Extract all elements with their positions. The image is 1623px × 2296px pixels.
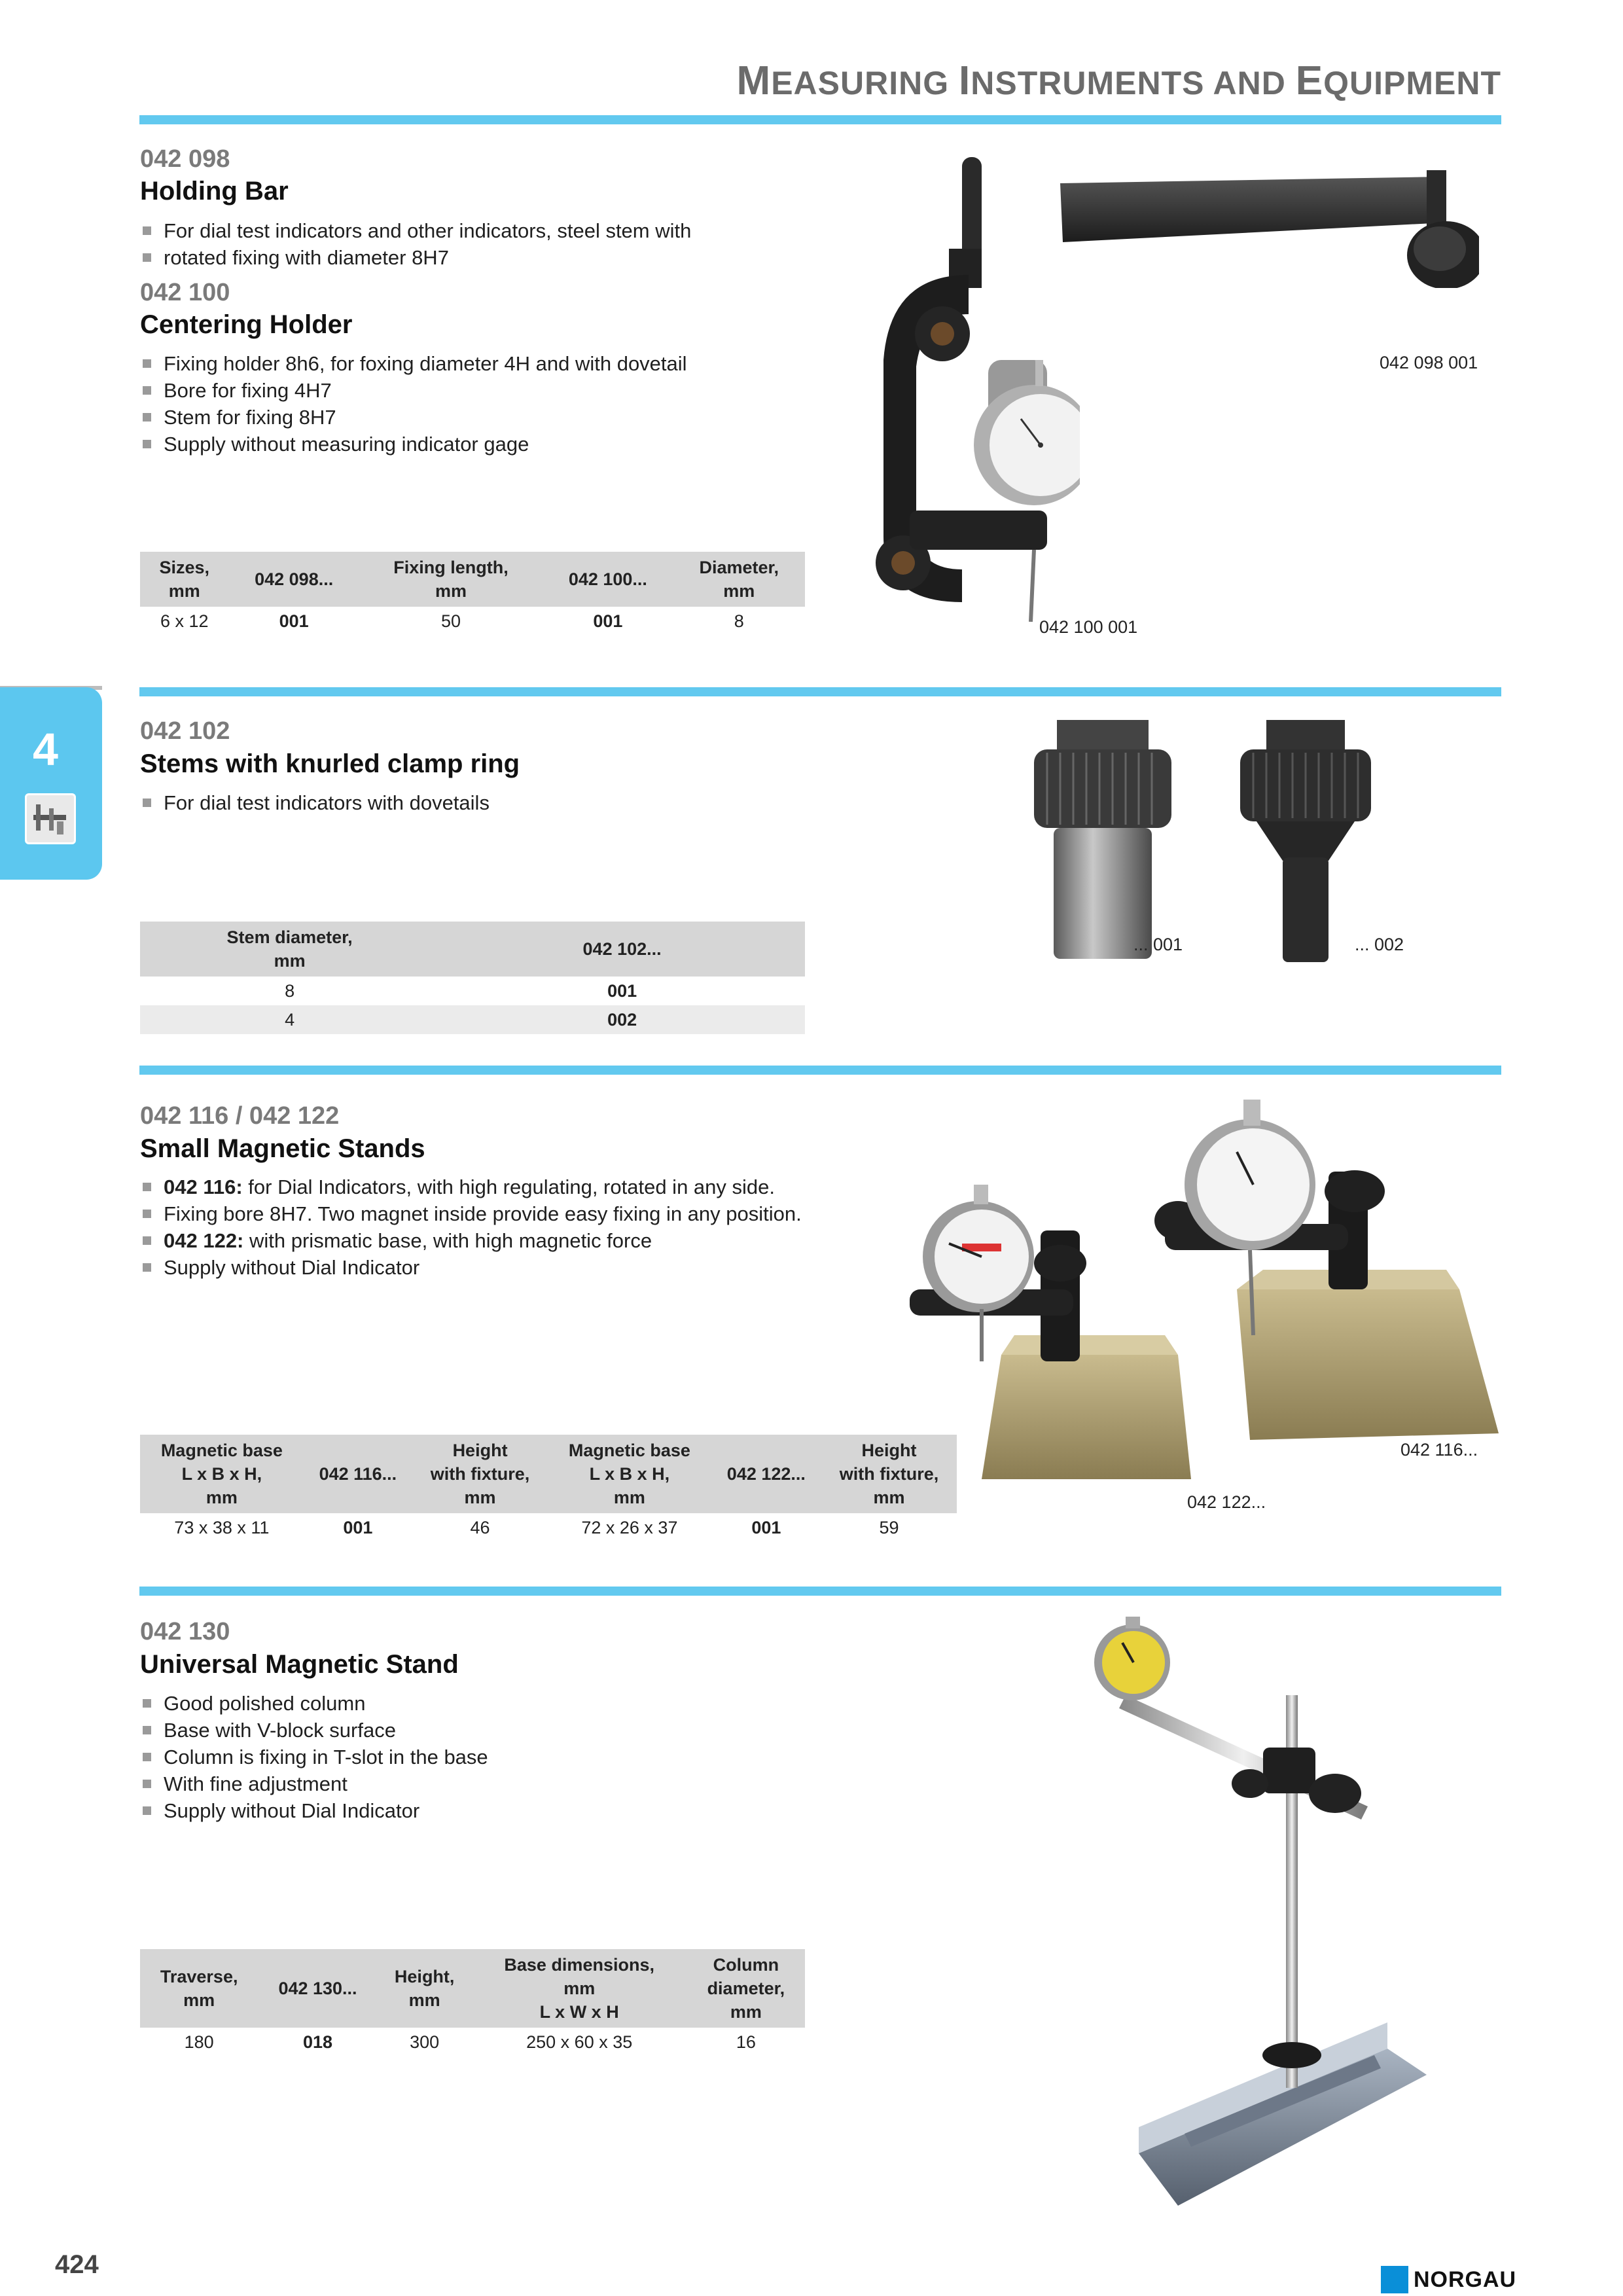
stem-002-image xyxy=(1230,720,1387,969)
table-header: Height with fixture, mm xyxy=(412,1435,548,1513)
image-caption: 042 098 001 xyxy=(1380,353,1478,372)
table-cell: 50 xyxy=(440,611,461,631)
table-header: Fixing length, mm xyxy=(359,552,543,607)
spec-table-stems xyxy=(140,922,805,1034)
feature-item: Good polished column xyxy=(140,1690,488,1717)
page-number: 424 xyxy=(55,2250,99,2279)
table-header: 042 102... xyxy=(439,922,805,977)
stem-001-image xyxy=(1021,720,1191,969)
table-cell: 001 xyxy=(593,611,623,631)
universal-magnetic-stand-image xyxy=(1086,1617,1453,2219)
feature-item: Bore for fixing 4H7 xyxy=(140,377,687,404)
feature-list-universal-magnetic-stand xyxy=(140,1690,488,1824)
feature-item: 042 122: with prismatic base, with high magnetic force xyxy=(140,1227,802,1254)
table-header: Magnetic base L x B x H, mm xyxy=(548,1435,711,1513)
brand-logo-text: NORGAU xyxy=(1414,2267,1517,2292)
table-header: Traverse, mm xyxy=(140,1949,258,2028)
table-header: Height with fixture, mm xyxy=(821,1435,957,1513)
brand-logo-mark xyxy=(1381,2266,1408,2293)
feature-item: Base with V-block surface xyxy=(140,1717,488,1744)
centering-holder-image xyxy=(844,144,1080,628)
table-cell: 001 xyxy=(279,611,309,631)
feature-item: Supply without measuring indicator gage xyxy=(140,431,687,457)
table-header: 042 098... xyxy=(229,552,359,607)
product-code-centering-holder: 042 100 xyxy=(140,279,230,306)
table-header: 042 130... xyxy=(258,1949,377,2028)
section-divider xyxy=(139,1587,1501,1596)
feature-list-centering-holder xyxy=(140,350,687,457)
table-row xyxy=(140,1005,805,1034)
table-cell: 8 xyxy=(734,611,744,631)
product-title-small-magnetic-stands: Small Magnetic Stands xyxy=(140,1134,425,1163)
feature-item: Stem for fixing 8H7 xyxy=(140,404,687,431)
table-cell: 001 xyxy=(607,980,637,1001)
table-header: 042 116... xyxy=(304,1435,412,1513)
spec-table-universal-magnetic-stand xyxy=(140,1949,805,2056)
image-caption: ... 002 xyxy=(1355,935,1404,954)
feature-item: Supply without Dial Indicator xyxy=(140,1797,488,1824)
holding-bar-image xyxy=(1047,157,1479,288)
table-cell: 8 xyxy=(285,980,295,1001)
image-caption: 042 122... xyxy=(1187,1492,1266,1512)
table-cell: 16 xyxy=(736,2032,756,2052)
product-code-stems: 042 102 xyxy=(140,717,230,745)
section-divider xyxy=(139,687,1501,696)
table-cell: 018 xyxy=(302,2032,333,2052)
product-code-small-magnetic-stands: 042 116 / 042 122 xyxy=(140,1102,340,1130)
table-header: Magnetic base L x B x H, mm xyxy=(140,1435,304,1513)
small-magnetic-stands-image xyxy=(870,1073,1505,1479)
table-header: Stem diameter, mm xyxy=(140,922,439,977)
table-cell: 72 x 26 x 37 xyxy=(581,1517,678,1537)
image-caption: 042 116... xyxy=(1400,1440,1478,1460)
spec-table-holding-bar xyxy=(140,552,805,636)
product-title-stems: Stems with knurled clamp ring xyxy=(140,749,520,778)
feature-item-continued: rotated fixing with diameter 8H7 xyxy=(140,244,691,271)
table-row xyxy=(140,1513,957,1542)
feature-item: Column is fixing in T-slot in the base xyxy=(140,1744,488,1770)
table-cell: 250 x 60 x 35 xyxy=(526,2032,633,2052)
feature-item-continued: Fixing bore 8H7. Two magnet inside provide easy fixing in any position. xyxy=(140,1200,802,1227)
chapter-number: 4 xyxy=(33,724,58,775)
caliper-icon xyxy=(25,793,76,844)
image-caption: 042 100 001 xyxy=(1039,617,1138,637)
table-cell: 46 xyxy=(470,1517,490,1537)
product-title-centering-holder: Centering Holder xyxy=(140,310,353,339)
product-code-universal-magnetic-stand: 042 130 xyxy=(140,1618,230,1645)
feature-item: For dial test indicators and other indicators, steel stem with xyxy=(140,217,691,244)
product-title-holding-bar: Holding Bar xyxy=(140,177,289,206)
table-header: Column diameter, mm xyxy=(687,1949,805,2028)
table-row xyxy=(140,977,805,1005)
table-row xyxy=(140,607,805,636)
header-divider xyxy=(139,115,1501,124)
feature-item: Supply without Dial Indicator xyxy=(140,1254,802,1281)
table-cell: 59 xyxy=(879,1517,899,1537)
product-title-universal-magnetic-stand: Universal Magnetic Stand xyxy=(140,1650,459,1679)
image-caption: ... 001 xyxy=(1133,935,1183,954)
product-code-holding-bar: 042 098 xyxy=(140,145,230,173)
table-header: Diameter, mm xyxy=(673,552,805,607)
feature-list-holding-bar xyxy=(140,217,691,271)
table-cell: 001 xyxy=(751,1517,781,1537)
feature-list-small-magnetic-stands xyxy=(140,1174,802,1281)
chapter-tab[interactable] xyxy=(0,687,102,880)
feature-item: Fixing holder 8h6, for foxing diameter 4H and with dovetail xyxy=(140,350,687,377)
table-row xyxy=(140,2028,805,2056)
table-cell: 002 xyxy=(439,1005,805,1034)
table-cell: 300 xyxy=(410,2032,440,2052)
table-cell: 73 x 38 x 11 xyxy=(174,1517,270,1537)
table-header: 042 122... xyxy=(711,1435,821,1513)
table-header: Base dimensions, mm L x W x H xyxy=(472,1949,687,2028)
table-cell: 6 x 12 xyxy=(160,611,209,631)
feature-list-stems xyxy=(140,789,490,816)
table-cell: 4 xyxy=(140,1005,439,1034)
feature-item: 042 116: for Dial Indicators, with high regulating, rotated in any side. xyxy=(140,1174,802,1200)
spec-table-small-magnetic-stands xyxy=(140,1435,957,1542)
feature-item: For dial test indicators with dovetails xyxy=(140,789,490,816)
table-cell: 180 xyxy=(184,2032,214,2052)
page-header-title: MEASURING INSTRUMENTS AND EQUIPMENT xyxy=(736,58,1501,103)
table-header: Height, mm xyxy=(378,1949,472,2028)
table-header: 042 100... xyxy=(543,552,673,607)
feature-item: With fine adjustment xyxy=(140,1770,488,1797)
table-header: Sizes, mm xyxy=(140,552,229,607)
table-cell: 001 xyxy=(343,1517,373,1537)
